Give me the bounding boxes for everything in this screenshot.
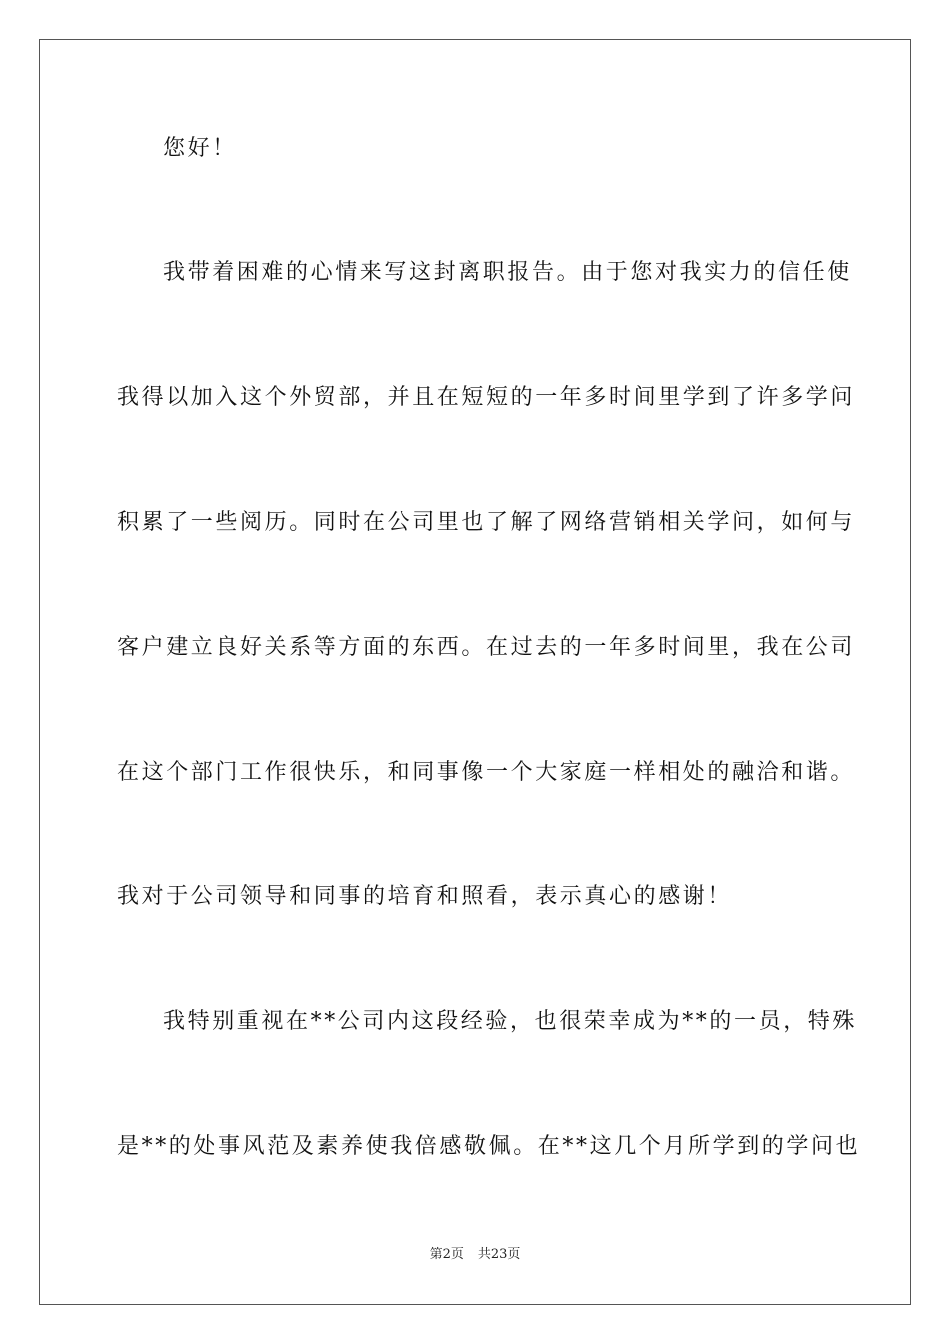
- greeting-text: 您好！: [163, 136, 237, 161]
- page-number: 第2页: [429, 1247, 464, 1262]
- page-footer: [0, 1246, 950, 1264]
- paragraph-line: 客户建立良好关系等方面的东西。在过去的一年多时间里，我在公司: [117, 635, 856, 660]
- paragraph-line: 我带着困难的心情来写这封离职报告。由于您对我实力的信任使: [163, 260, 852, 285]
- page-border: [39, 39, 911, 1305]
- paragraph-line: 积累了一些阅历。同时在公司里也了解了网络营销相关学问，如何与: [117, 510, 856, 535]
- paragraph-line: 是**的处事风范及素养使我倍感敬佩。在**这几个月所学到的学问也: [117, 1134, 861, 1159]
- paragraph-line: 在这个部门工作很快乐，和同事像一个大家庭一样相处的融洽和谐。: [117, 760, 856, 785]
- paragraph-line: 我对于公司领导和同事的培育和照看，表示真心的感谢！: [117, 884, 733, 909]
- paragraph-line: 我得以加入这个外贸部，并且在短短的一年多时间里学到了许多学问: [117, 385, 856, 410]
- total-pages: 共23页: [477, 1247, 521, 1262]
- paragraph-line: 我特别重视在**公司内这段经验，也很荣幸成为**的一员，特殊: [163, 1009, 858, 1034]
